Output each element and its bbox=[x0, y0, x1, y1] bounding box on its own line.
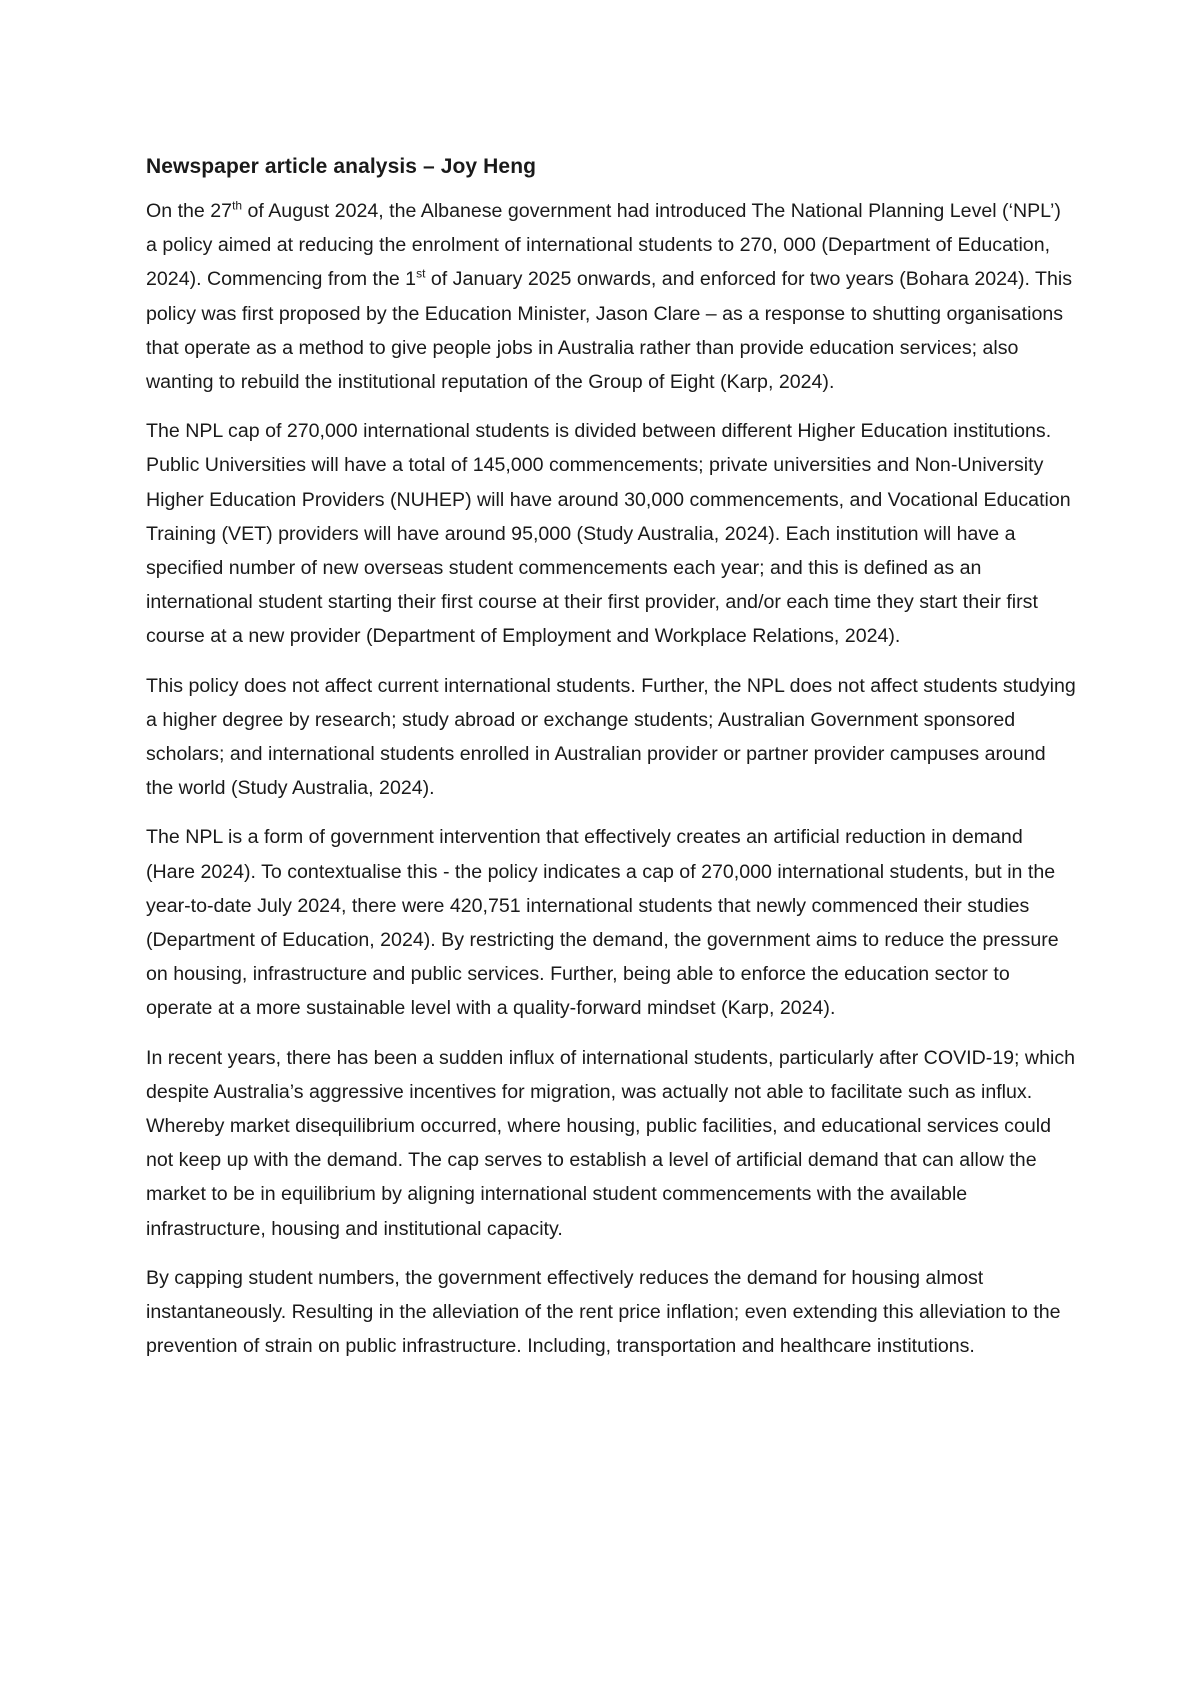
document-title: Newspaper article analysis – Joy Heng bbox=[146, 155, 537, 178]
paragraph-housing-demand: By capping student numbers, the government effectively reduces the demand for housing almost instantaneously. Resulting in the alleviation of the rent price inflation; even extending this alleviation to the prevention of strain on public infrastructure. Including, transportation and healthcare institutions. bbox=[146, 1266, 1061, 1358]
paragraph-text: of January 2025 onwards, and enforced for two years (Bohara 2024). This policy was first proposed by the Education Minister, Jason Clare – as a response to shutting organisations that operate as a method to give people jobs in Australia rather than provide education services; also wanting to rebuild the institutional reputation of the Group of Eight (Karp, 2024). bbox=[146, 268, 1073, 394]
ordinal-suffix: th bbox=[232, 198, 243, 213]
paragraph-market-disequilibrium: In recent years, there has been a sudden influx of international students, particularly after COVID-19; which despite Australia’s aggressive incentives for migration, was actually not able to facilitate such as influx. Whereby market disequilibrium occurred, where housing, public facilities, and educational services could not keep up with the demand. The cap serves to establish a level of artificial demand that can allow the market to be in equilibrium by aligning international student commencements with the available infrastructure, housing and institutional capacity. bbox=[146, 1046, 1076, 1240]
paragraph-text: of August 2024, the Albanese government had introduced The National Planning Level (‘NPL’) a policy aimed at reducing the enrolment of international students to 270, 000 (Department of Education, 2024). Commencing from the 1 bbox=[146, 200, 1061, 291]
paragraph-government-intervention: The NPL is a form of government intervention that effectively creates an artificial reduction in demand (Hare 2024). To contextualise this - the policy indicates a cap of 270,000 international students, but in the year-to-date July 2024, there were 420,751 international students that newly commenced their studies (Department of Education, 2024). By restricting the demand, the government aims to reduce the pressure on housing, infrastructure and public services. Further, being able to enforce the education sector to operate at a more sustainable level with a quality-forward mindset (Karp, 2024). bbox=[146, 826, 1059, 1020]
paragraph-npl-introduction bbox=[146, 194, 1076, 399]
paragraph-cap-division: The NPL cap of 270,000 international students is divided between different Higher Education institutions. Public Universities will have a total of 145,000 commencements; private universities and Non-University Higher Education Providers (NUHEP) will have around 30,000 commencements, and Vocational Education Training (VET) providers will have around 95,000 (Study Australia, 2024). Each institution will have a specified number of new overseas student commencements each year; and this is defined as an international student starting their first course at their first provider, and/or each time they start their first course at a new provider (Department of Employment and Workplace Relations, 2024). bbox=[146, 420, 1071, 648]
ordinal-suffix: st bbox=[416, 266, 426, 281]
paragraph-text: On the 27 bbox=[146, 200, 233, 222]
paragraph-exemptions: This policy does not affect current international students. Further, the NPL does not affect students studying a higher degree by research; study abroad or exchange students; Australian Government sponsored scholars; and international students enrolled in Australian provider or partner provider campuses around the world (Study Australia, 2024). bbox=[146, 674, 1076, 800]
document-body bbox=[146, 150, 1076, 1379]
